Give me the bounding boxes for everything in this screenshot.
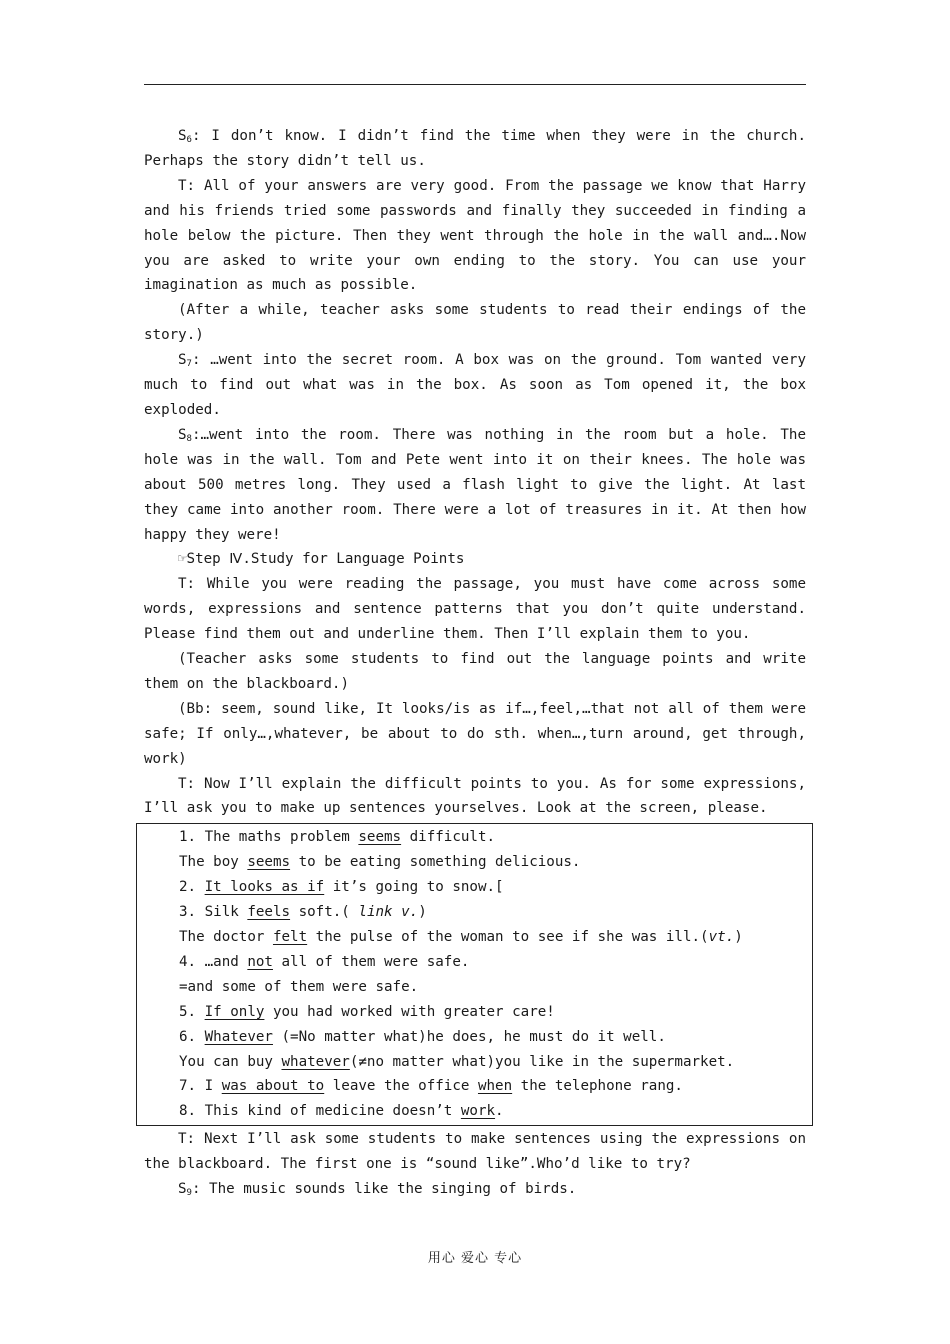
paragraphs-bottom — [144, 1127, 806, 1202]
paragraph-text: : …went into the secret room. A box was on the ground. Tom wanted very much to find out what was in the box. As soon as Tom opened it, the box exploded. — [144, 352, 806, 418]
underlined-phrase: whatever — [281, 1053, 350, 1070]
paragraph-text: : Now I’ll explain the difficult points to you. As for some expressions, I’ll ask you to make up sentences yourselves. Look at the screen, please. — [144, 775, 806, 817]
example-line — [137, 950, 812, 975]
underlined-phrase: seems — [247, 854, 291, 871]
paragraph-text: : I don’t know. I didn’t find the time when they were in the church. Perhaps the story didn’t tell us. — [144, 128, 806, 169]
line-text: The doctor — [179, 929, 273, 945]
speaker-label: T — [178, 177, 187, 194]
line-text: (=No matter what)he does, he must do it well. — [272, 1028, 666, 1045]
line-text: =and some of them were safe. — [179, 978, 419, 995]
speaker-label: S — [178, 128, 187, 144]
line-text: all of them were safe. — [272, 953, 470, 970]
paragraph — [144, 174, 806, 299]
paragraph-text: : The music sounds like the singing of birds. — [191, 1181, 577, 1198]
line-text: it’s going to snow.[ — [324, 879, 504, 896]
paragraph — [144, 298, 806, 348]
example-line — [137, 825, 812, 850]
speaker-number: 6 — [186, 135, 192, 145]
underlined-phrase: not — [247, 953, 273, 970]
page-footer: 用心 爱心 专心 — [427, 1251, 523, 1266]
example-line — [137, 925, 812, 950]
example-line — [137, 875, 812, 900]
line-text: 4. …and — [179, 953, 248, 970]
paragraph-text: (Teacher asks some students to find out the language points and write them on the blackboard.) — [144, 651, 806, 692]
paragraph — [144, 348, 806, 423]
example-line — [137, 1099, 812, 1124]
paragraph-text: :…went into the room. There was nothing in the room but a hole. The hole was in the wall. Tom and Pete went into it on their knees. The hole was about 500 metres long. They used a flash light to give the light. At last they came into another room. There were a lot of treasures in it. At then how happy they were! — [144, 426, 806, 543]
example-line — [137, 850, 812, 875]
underlined-phrase: was about to — [221, 1078, 325, 1095]
example-line — [137, 1025, 812, 1050]
page-body — [144, 124, 806, 1202]
line-text: 2. — [179, 879, 205, 896]
speaker-number: 9 — [186, 1188, 192, 1199]
underlined-phrase: If only — [204, 1003, 265, 1020]
example-line — [137, 1000, 812, 1025]
line-text: ) — [418, 904, 427, 921]
italic-note: link v. — [358, 904, 419, 921]
line-text: 3. Silk — [179, 904, 248, 921]
underlined-phrase: work — [460, 1103, 496, 1120]
italic-note: vt. — [708, 929, 735, 945]
paragraph-text: : Next I’ll ask some students to make sentences using the expressions on the blackboard. The first one is “sound like”.Who’d like to try? — [144, 1131, 806, 1173]
paragraph — [144, 697, 806, 772]
paragraph — [144, 572, 806, 647]
example-sentences-box — [136, 823, 813, 1126]
example-line — [137, 1074, 812, 1099]
line-text: 5. — [179, 1003, 205, 1020]
underlined-phrase: Whatever — [204, 1028, 273, 1045]
speaker-number: 7 — [186, 359, 192, 370]
line-text: 1. The maths problem — [179, 829, 359, 846]
paragraph — [144, 1177, 806, 1202]
line-text: The boy — [179, 854, 248, 871]
speaker-label: T — [178, 775, 187, 792]
underlined-phrase: when — [477, 1078, 513, 1095]
underlined-phrase: seems — [358, 829, 402, 846]
line-text: 7. I — [179, 1078, 222, 1095]
header-rule — [144, 84, 806, 85]
underlined-phrase: felt — [272, 929, 308, 945]
paragraph-text: (After a while, teacher asks some students to read their endings of the story.) — [144, 302, 806, 344]
paragraph — [144, 547, 806, 572]
speaker-label: S — [178, 426, 187, 443]
underlined-phrase: feels — [247, 904, 291, 921]
line-text: 6. — [179, 1028, 205, 1045]
speaker-label: S — [178, 352, 187, 369]
speaker-label: T — [178, 576, 187, 593]
line-text: to be eating something delicious. — [290, 854, 581, 871]
paragraph — [144, 647, 806, 697]
example-line — [137, 1050, 812, 1075]
line-text: difficult. — [401, 829, 496, 846]
line-text: 8. This kind of medicine doesn’t — [179, 1103, 461, 1120]
line-text: . — [495, 1103, 504, 1120]
paragraph-text: ☞Step Ⅳ.Study for Language Points — [178, 551, 465, 568]
line-text: you had worked with greater care! — [264, 1003, 555, 1020]
paragraph-text: (Bb: seem, sound like, It looks/is as if…,feel,…that not all of them were safe; If only…,whatever, be about to do sth. when…,turn around, get through, work) — [144, 700, 806, 767]
speaker-label: S — [178, 1181, 187, 1198]
speaker-number: 8 — [186, 433, 192, 444]
example-line — [137, 975, 812, 1000]
line-text: soft.( — [290, 904, 359, 921]
line-text: ) — [734, 929, 743, 945]
speaker-label: T — [178, 1131, 187, 1148]
underlined-phrase: It looks as if — [204, 879, 325, 896]
paragraph — [144, 423, 806, 548]
line-text: (≠no matter what)you like in the supermarket. — [349, 1053, 735, 1070]
line-text: the pulse of the woman to see if she was ill.( — [307, 929, 709, 945]
paragraph — [144, 772, 806, 822]
paragraph — [144, 1127, 806, 1177]
paragraph-text: : All of your answers are very good. From the passage we know that Harry and his friends tried some passwords and finally they succeeded in finding a hole below the picture. Then they went through the hole in the wall and….Now you are asked to write your own ending to the story. You can use your imagination as much as possible. — [144, 177, 806, 294]
example-line — [137, 900, 812, 925]
line-text: leave the office — [324, 1078, 478, 1095]
paragraphs-top — [144, 124, 806, 821]
paragraph-text: : While you were reading the passage, you must have come across some words, expressions and sentence patterns that you don’t quite understand. Please find them out and underline them. Then I’ll explain them to you. — [144, 576, 806, 643]
line-text: the telephone rang. — [512, 1078, 683, 1095]
line-text: You can buy — [179, 1053, 282, 1070]
paragraph — [144, 124, 806, 174]
